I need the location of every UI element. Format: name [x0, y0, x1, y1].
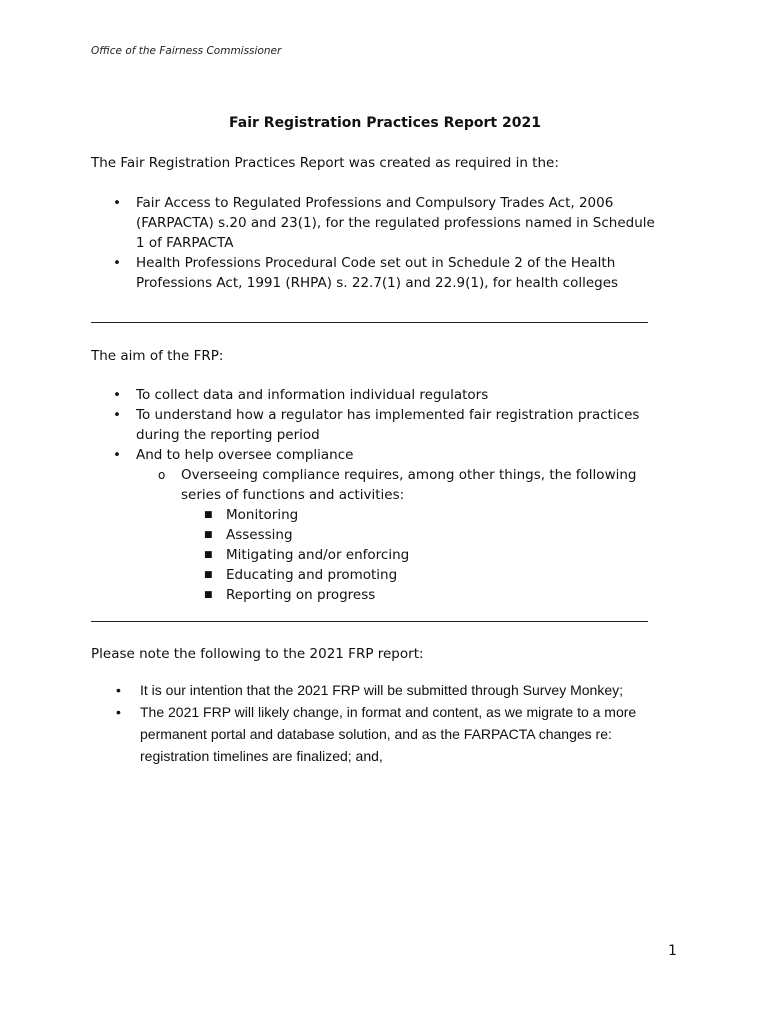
list-item: • To collect data and information individual regulators	[113, 387, 489, 403]
note-heading: Please note the following to the 2021 FRP report:	[91, 646, 424, 662]
bullet-icon: •	[113, 407, 121, 423]
separator-line	[91, 322, 648, 323]
running-header: Office of the Fairness Commissioner	[91, 45, 282, 57]
oversee-sublist	[91, 465, 691, 505]
function-item: ■ Educating and promoting	[204, 567, 398, 583]
bullet-icon: •	[113, 255, 121, 271]
function-item: ■ Monitoring	[204, 507, 299, 523]
note-list	[91, 679, 691, 767]
document-title: Fair Registration Practices Report 2021	[229, 115, 541, 131]
aim-heading: The aim of the FRP:	[91, 348, 224, 364]
list-item: • Health Professions Procedural Code set out in Schedule 2 of the Health Professions Act, 1991 (RHPA) s. 22.7(1) and 22.9(1), for health colleges	[113, 255, 619, 291]
bullet-icon: •	[113, 195, 121, 211]
page-number: 1	[668, 943, 677, 959]
function-item: ■ Mitigating and/or enforcing	[204, 547, 410, 563]
square-bullet-icon: ■	[204, 530, 213, 540]
bullet-icon: •	[113, 447, 121, 463]
function-item: ■ Reporting on progress	[204, 587, 376, 603]
intro-paragraph: The Fair Registration Practices Report was created as required in the:	[91, 155, 559, 171]
list-item: • To understand how a regulator has implemented fair registration practices during the reporting period	[113, 407, 640, 443]
sub-list-item: o Overseeing compliance requires, among other things, the following series of functions and activities:	[158, 467, 637, 503]
square-bullet-icon: ■	[204, 510, 213, 520]
separator-line	[91, 621, 648, 622]
required-list	[91, 193, 691, 293]
square-bullet-icon: ■	[204, 590, 213, 600]
list-item: • And to help oversee compliance	[113, 447, 354, 463]
functions-list	[91, 505, 691, 605]
bullet-icon: •	[116, 682, 121, 698]
square-bullet-icon: ■	[204, 570, 213, 580]
bullet-icon: •	[113, 387, 121, 403]
aim-list	[91, 385, 691, 465]
list-item: • Fair Access to Regulated Professions and Compulsory Trades Act, 2006 (FARPACTA) s.20 and 23(1), for the regulated professions named in Schedule 1 of FARPACTA	[113, 195, 655, 251]
bullet-icon: •	[116, 704, 121, 720]
list-item: • It is our intention that the 2021 FRP will be submitted through Survey Monkey;	[91, 679, 691, 701]
square-bullet-icon: ■	[204, 550, 213, 560]
circle-bullet-icon: o	[158, 468, 166, 482]
list-item: • The 2021 FRP will likely change, in format and content, as we migrate to a more permanent portal and database solution, and as the FARPACTA changes re: registration timelines are finalized; and,	[91, 701, 691, 767]
function-item: ■ Assessing	[204, 527, 293, 543]
